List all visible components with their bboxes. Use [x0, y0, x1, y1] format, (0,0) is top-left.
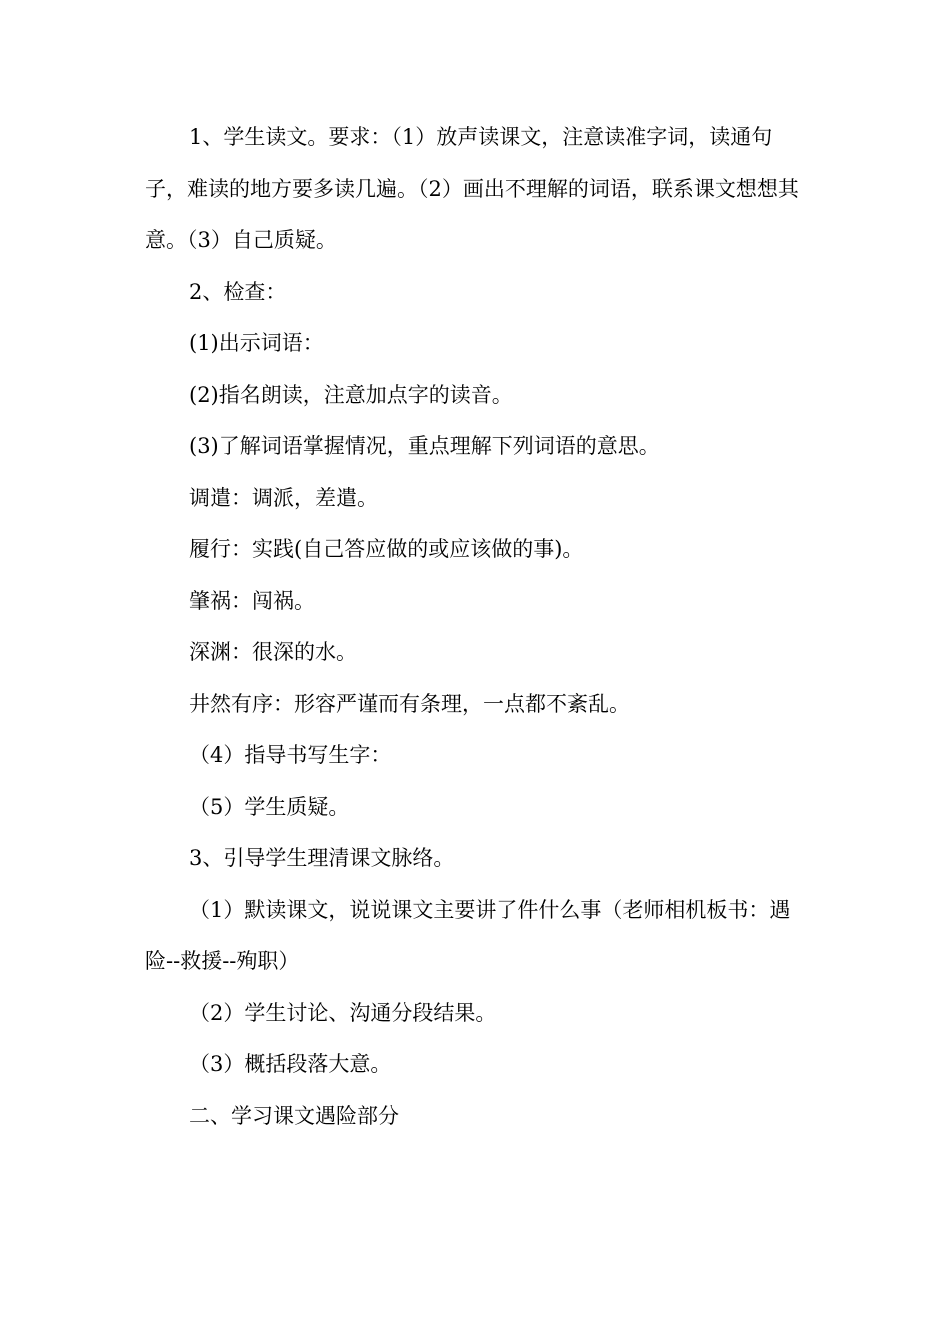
paragraph-definition-jingranyouxu: 井然有序：形容严谨而有条理，一点都不紊乱。 — [189, 691, 630, 716]
paragraph-summary: （3）概括段落大意。 — [189, 1052, 392, 1076]
paragraph-show-words: (1)出示词语： — [189, 331, 324, 355]
section-heading-danger-part: 二、学习课文遇险部分 — [189, 1103, 399, 1128]
paragraph-student-questions: （5）学生质疑。 — [189, 794, 350, 819]
document-body — [145, 112, 810, 1142]
paragraph-check-heading: 2、检查： — [189, 279, 287, 304]
paragraph-read-aloud: (2)指名朗读，注意加点字的读音。 — [189, 382, 513, 407]
paragraph-word-meanings: (3)了解词语掌握情况，重点理解下列词语的意思。 — [189, 434, 660, 458]
paragraph-reading-requirements: 1、学生读文。要求：（1）放声读课文，注意读准字词，读通句子，难读的地方要多读几遍。（2）画出不理解的词语，联系课文想想其意。（3）自己质疑。 — [145, 125, 799, 252]
paragraph-definition-shenyuan: 深渊：很深的水。 — [189, 640, 357, 664]
paragraph-definition-lvxing: 履行：实践(自己答应做的或应该做的事)。 — [189, 537, 584, 561]
paragraph-text-structure: 3、引导学生理清课文脉络。 — [189, 846, 455, 870]
paragraph-discussion: （2）学生讨论、沟通分段结果。 — [189, 1000, 497, 1025]
paragraph-silent-reading: （1）默读课文，说说课文主要讲了件什么事（老师相机板书：遇险--救援--殉职） — [145, 897, 791, 973]
paragraph-definition-zhaohuo: 肇祸：闯祸。 — [189, 588, 315, 613]
paragraph-definition-diaoqian: 调遣：调派，差遣。 — [189, 485, 378, 510]
paragraph-writing-guidance: （4）指导书写生字： — [189, 743, 392, 767]
